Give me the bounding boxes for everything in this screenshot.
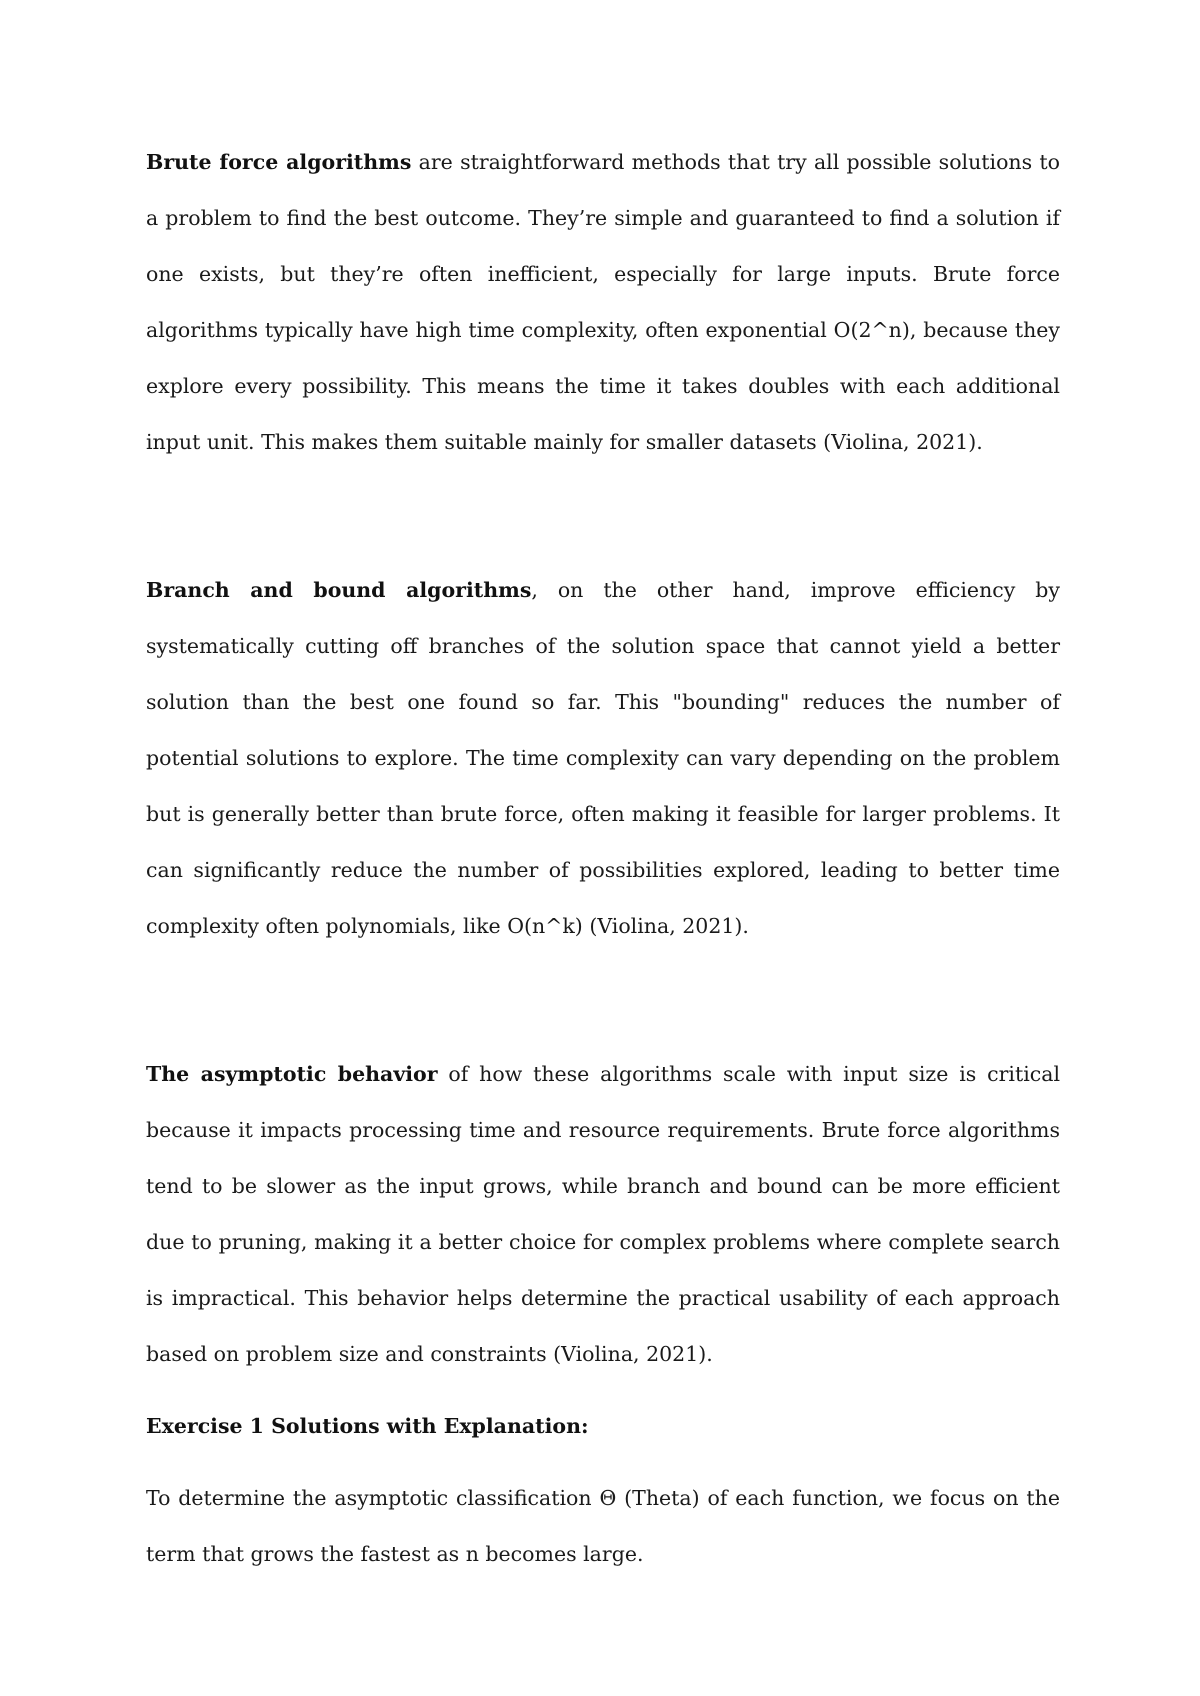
paragraph-gap xyxy=(146,954,1060,1046)
paragraph-asymptotic-text: of how these algorithms scale with input size is critical because it impacts processing time and resource requirements. Brute force algorithms tend to be slower as the input grows, while branch and bound can be more efficient due to pruning, making it a better choice for complex problems where complete search is impractical. This behavior helps determine the practical usability of each approach based on problem size and constraints (Violina, 2021). xyxy=(146,1062,1061,1366)
term-brute-force: Brute force algorithms xyxy=(146,150,412,174)
paragraph-gap xyxy=(146,1454,1060,1470)
paragraph-brute-force xyxy=(146,134,1060,470)
document-body xyxy=(146,134,1060,1582)
paragraph-brute-force-text: are straightforward methods that try all possible solutions to a problem to find the best outcome. They’re simple and guaranteed to find a solution if one exists, but they’re often inefficient, especially for large inputs. Brute force algorithms typically have high time complexity, often exponential O(2^n), because they explore every possibility. This means the time it takes doubles with each additional input unit. This makes them suitable mainly for smaller datasets (Violina, 2021). xyxy=(146,150,1060,454)
paragraph-branch-and-bound xyxy=(146,562,1060,954)
paragraph-gap xyxy=(146,470,1060,562)
exercise-heading: Exercise 1 Solutions with Explanation: xyxy=(146,1414,589,1438)
term-branch-and-bound: Branch and bound algorithms xyxy=(146,578,532,602)
term-asymptotic-behavior: The asymptotic behavior xyxy=(146,1062,438,1086)
exercise-intro: To determine the asymptotic classification Θ (Theta) of each function, we focus on the term that grows the fastest as n becomes large. xyxy=(146,1486,1060,1566)
paragraph-gap xyxy=(146,1382,1060,1398)
paragraph-branch-and-bound-text: , on the other hand, improve efficiency by systematically cutting off branches of the solution space that cannot yield a better solution than the best one found so far. This "bounding" reduces the number of potential solutions to explore. The time complexity can vary depending on the problem but is generally better than brute force, often making it feasible for larger problems. It can significantly reduce the number of possibilities explored, leading to better time complexity often polynomials, like O(n^k) (Violina, 2021). xyxy=(146,578,1060,938)
paragraph-asymptotic xyxy=(146,1046,1060,1382)
